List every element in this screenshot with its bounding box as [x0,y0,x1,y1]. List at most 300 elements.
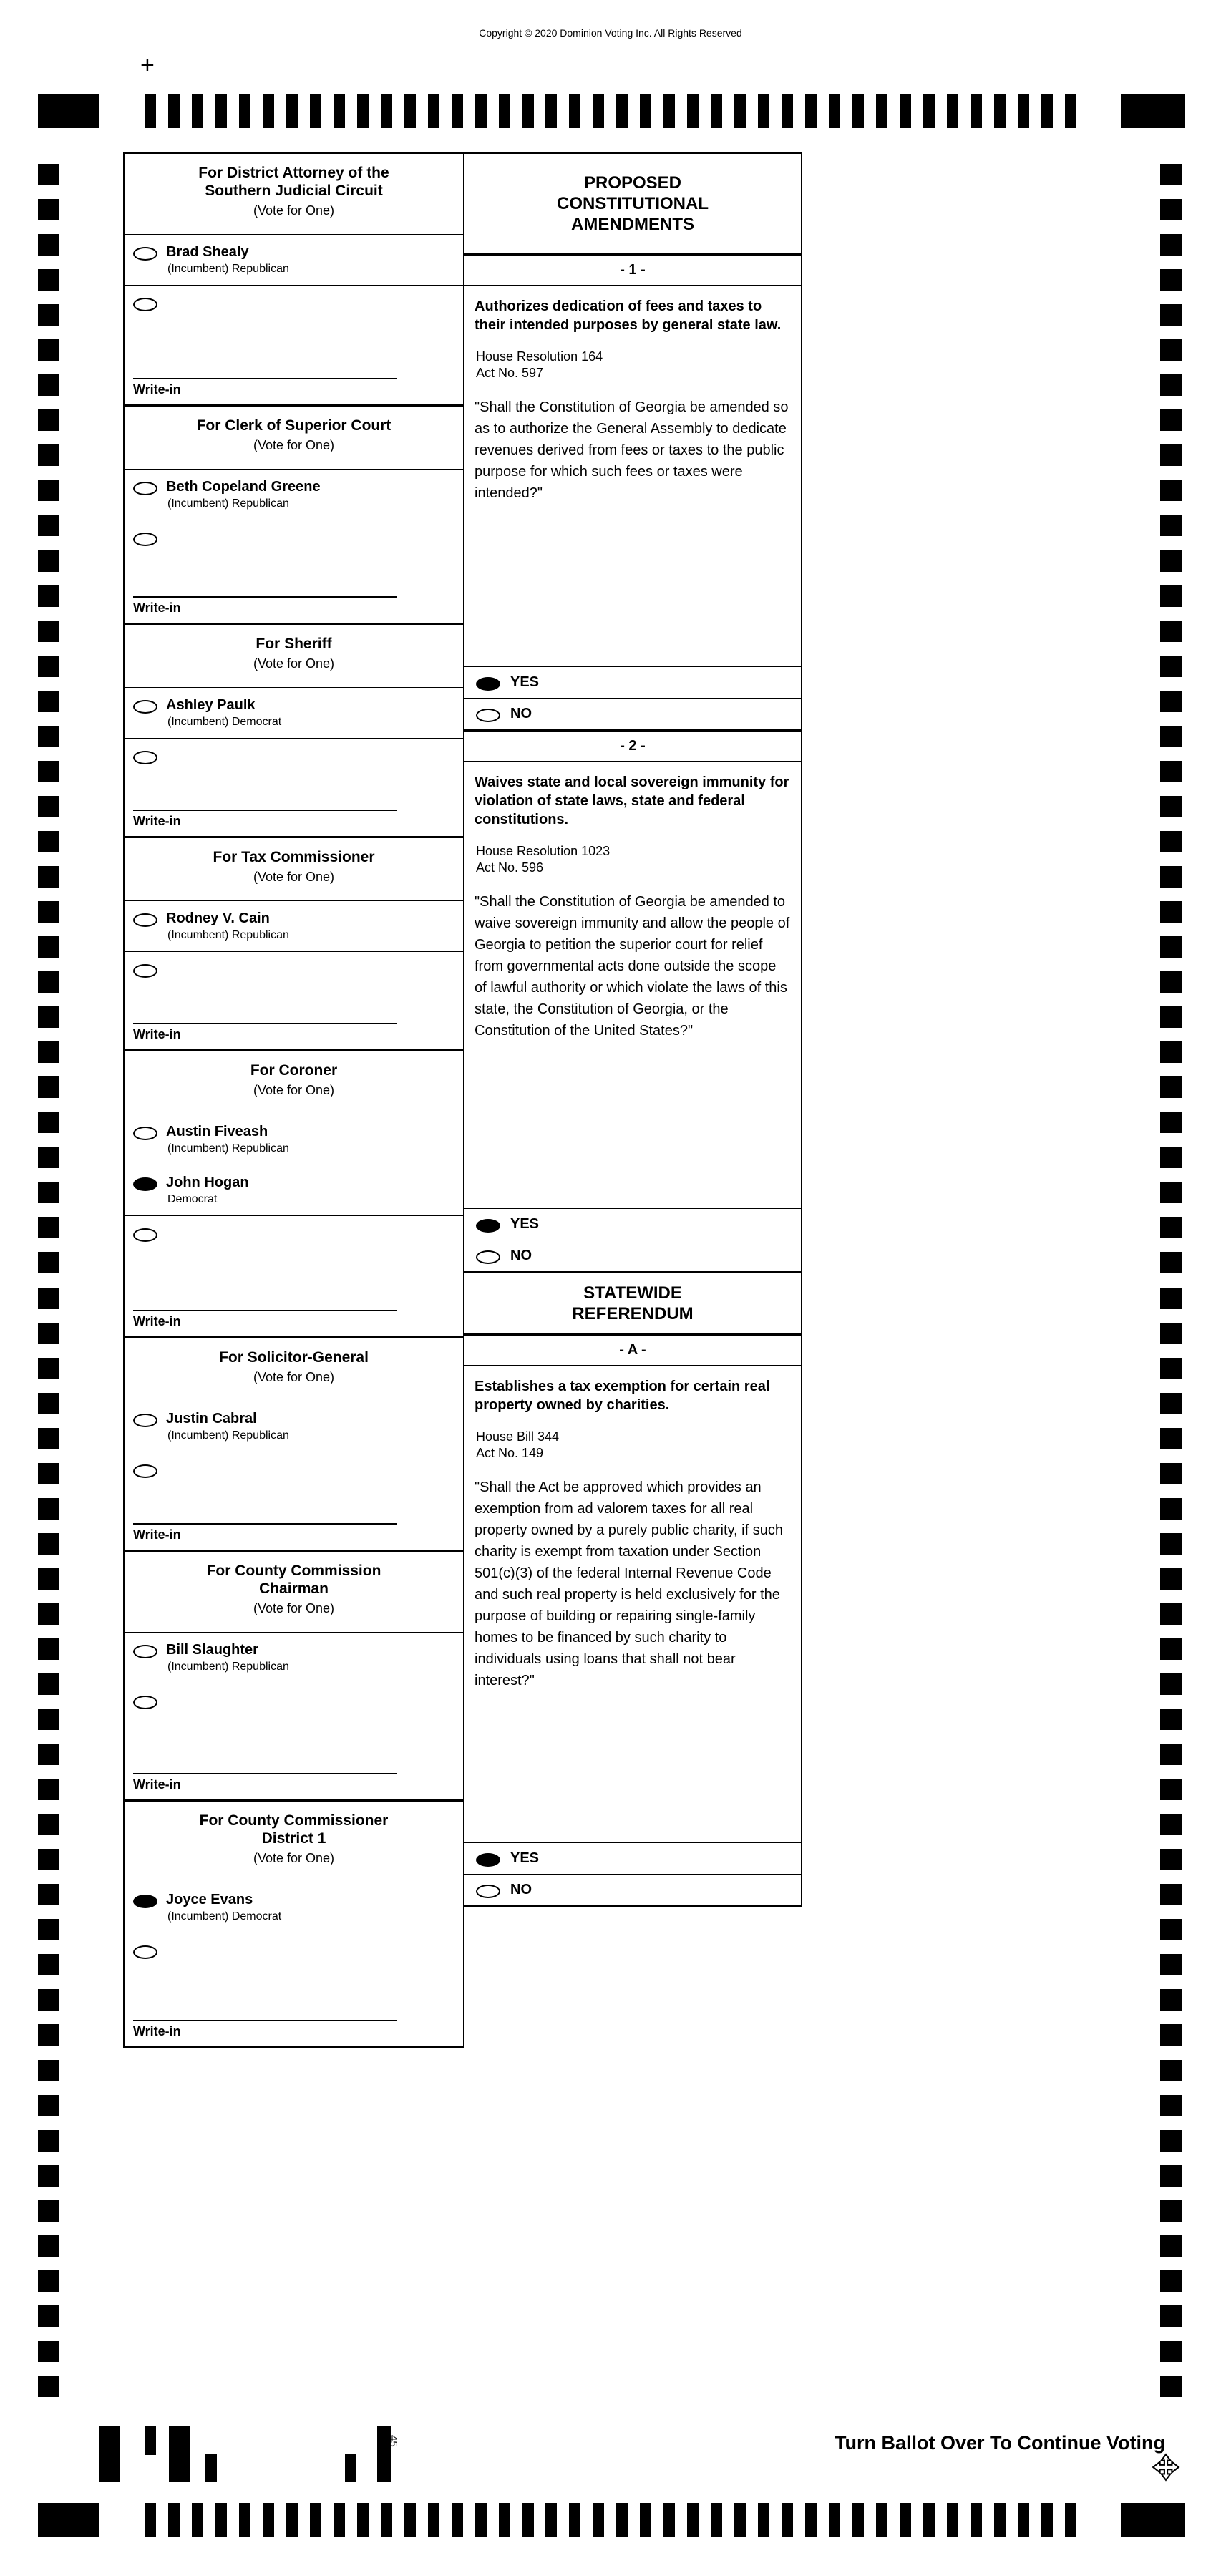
authority-line: Act No. 597 [476,366,544,381]
timing-mark [971,94,982,128]
vote-bubble[interactable] [133,1228,157,1242]
timing-mark [569,94,580,128]
header-line: AMENDMENTS [571,215,694,235]
yes-option [464,1842,801,1874]
timing-mark [569,2503,580,2537]
blank-option [125,1683,463,1720]
timing-mark [1160,304,1182,326]
vote-bubble[interactable] [133,247,157,261]
candidate-option [125,900,463,951]
timing-mark [239,2503,250,2537]
vote-bubble[interactable] [476,709,500,722]
writein-label: Write-in [133,382,181,397]
race-header [125,625,463,687]
measure-number: - 1 - [464,256,801,286]
timing-mark [1018,94,1029,128]
race-title: For County Commissioner [199,1812,389,1829]
timing-mark [1160,1954,1182,1975]
timing-mark [38,2376,59,2397]
timing-mark [1160,2235,1182,2257]
timing-mark [38,1533,59,1555]
candidate-name: Beth Copeland Greene [166,479,321,495]
timing-mark [829,2503,840,2537]
timing-marks-right [1160,164,1182,2397]
timing-mark [1018,2503,1029,2537]
measure-summary: Waives state and local sovereign immunity for violation of state laws, state and federal constitutions. [475,774,789,827]
candidate-option [125,687,463,738]
writein-area [125,805,463,836]
timing-mark [1160,1252,1182,1273]
timing-mark [38,164,59,185]
candidate-option [125,1401,463,1452]
timing-mark [1160,164,1182,185]
timing-mark [215,94,227,128]
timing-mark [1160,1568,1182,1590]
vote-block [464,1208,801,1271]
timing-mark [38,1428,59,1449]
vote-bubble[interactable] [133,913,157,927]
timing-mark [38,691,59,712]
timing-mark [215,2503,227,2537]
candidate-name: Justin Cabral [166,1411,257,1427]
timing-marks-top [38,94,1185,128]
timing-mark [1160,1603,1182,1625]
vote-bubble[interactable] [476,1250,500,1264]
timing-mark [168,2503,180,2537]
race-instruction: (Vote for One) [253,870,335,885]
timing-mark [38,656,59,677]
candidate-info [166,1175,249,1206]
writein-line[interactable] [133,596,397,598]
race-header [125,1552,463,1632]
timing-mark [38,1498,59,1520]
timing-mark [1160,374,1182,396]
timing-mark [1160,1112,1182,1133]
race-title: For District Attorney of the [198,165,389,181]
timing-block [38,94,99,128]
race-instruction: (Vote for One) [253,1083,335,1098]
timing-mark [734,94,746,128]
timing-mark [852,94,864,128]
vote-bubble[interactable] [476,1885,500,1898]
timing-mark [38,199,59,220]
race-tax-commissioner [125,838,463,1051]
timing-mark [38,726,59,747]
timing-mark [593,94,604,128]
ballot-barcode-bar [145,2426,156,2455]
timing-block [1121,94,1185,128]
turn-ballot-over-text: Turn Ballot Over To Continue Voting [835,2432,1165,2454]
vote-bubble[interactable] [133,1645,157,1658]
race-instruction: (Vote for One) [253,1851,335,1866]
amendments-header [464,154,801,256]
candidate-party: (Incumbent) Republican [167,1661,289,1673]
race-header [125,1338,463,1401]
timing-mark [522,2503,534,2537]
race-instruction: (Vote for One) [253,438,335,453]
race-title: For Coroner [250,1062,338,1079]
move-cross-icon [1151,2452,1181,2482]
timing-mark [38,1884,59,1905]
timing-mark [38,971,59,993]
vote-bubble[interactable] [133,1177,157,1191]
timing-mark [38,515,59,536]
timing-mark [38,1744,59,1765]
timing-mark [38,831,59,852]
candidate-party: Democrat [167,1193,218,1206]
timing-mark [640,2503,651,2537]
measure-amendment-1 [464,256,801,732]
timing-mark [38,1568,59,1590]
timing-mark [310,2503,321,2537]
timing-mark [38,2165,59,2187]
timing-mark [286,2503,298,2537]
writein-area [125,374,463,404]
yes-label: YES [510,1850,540,1866]
race-solicitor-general [125,1338,463,1552]
timing-mark [168,94,180,128]
yes-label: YES [510,674,540,690]
timing-mark [381,2503,392,2537]
timing-mark [38,2095,59,2116]
measure-question: "Shall the Act be approved which provides an exemption from ad valorem taxes for all real property owned by a purely public charity, if such charity is exempt from taxation under Section 501(c)(3) of the federal Internal Revenue Code and such real property is held exclusively for the purpose of building or repairing single-family homes to be financed by such charity to individuals using loans that shall not bear interest?" [475,1479,783,1688]
timing-mark [38,1076,59,1098]
vote-bubble[interactable] [133,1895,157,1908]
timing-mark [900,2503,911,2537]
blank-option [125,1215,463,1253]
timing-mark [1160,2024,1182,2046]
candidate-name: Brad Shealy [166,244,249,261]
writein-label: Write-in [133,2024,181,2038]
race-sheriff [125,625,463,838]
ballot-barcode-bar [205,2454,217,2482]
race-coroner [125,1051,463,1338]
timing-mark [1160,621,1182,642]
writein-area [125,1019,463,1049]
timing-mark [38,1182,59,1203]
timing-mark [1160,1673,1182,1695]
authority-line: Act No. 149 [476,1446,544,1461]
timing-mark [310,94,321,128]
vote-bubble[interactable] [133,298,157,311]
blank-option [125,520,463,557]
timing-mark [452,2503,463,2537]
no-option [464,1874,801,1905]
timing-mark [1160,199,1182,220]
blank-option [125,951,463,988]
measure-summary: Establishes a tax exemption for certain real property owned by charities. [475,1379,770,1413]
blank-option [125,285,463,322]
race-instruction: (Vote for One) [253,203,335,218]
timing-mark [900,94,911,128]
timing-mark [38,1638,59,1660]
vote-bubble[interactable] [133,533,157,546]
timing-mark [428,94,439,128]
timing-mark [38,444,59,466]
writein-area [125,1769,463,1799]
candidate-party: (Incumbent) Republican [167,1429,289,1442]
candidate-name: Bill Slaughter [166,1642,258,1658]
timing-mark [38,1673,59,1695]
timing-mark [687,94,699,128]
writein-label: Write-in [133,1314,181,1328]
writein-line[interactable] [133,810,397,811]
race-title: For Clerk of Superior Court [196,417,391,434]
timing-mark [1160,444,1182,466]
writein-label: Write-in [133,601,181,615]
timing-mark [1160,2200,1182,2222]
timing-mark [1160,1217,1182,1238]
candidate-option [125,1114,463,1165]
timing-mark [1160,761,1182,782]
timing-mark [758,94,769,128]
yes-label: YES [510,1216,540,1232]
vote-bubble[interactable] [133,1414,157,1427]
writein-area [125,2016,463,2046]
candidate-party: (Incumbent) Republican [167,929,289,942]
candidate-name: Joyce Evans [166,1892,253,1908]
vote-block [464,1842,801,1905]
timing-mark [1160,1498,1182,1520]
timing-mark [829,94,840,128]
measure-authority [476,349,789,382]
no-label: NO [510,1248,532,1263]
vote-bubble[interactable] [476,1853,500,1867]
race-title-line2: Southern Judicial Circuit [205,183,383,200]
timing-mark [1160,2130,1182,2152]
measure-number: - 2 - [464,732,801,762]
race-header [125,1802,463,1882]
timing-mark [499,2503,510,2537]
timing-mark [545,94,557,128]
writein-area [125,592,463,623]
timing-mark [1160,1919,1182,1940]
timing-mark [38,1112,59,1133]
timing-mark [994,2503,1006,2537]
timing-mark [38,1393,59,1414]
timing-mark [1160,2305,1182,2327]
timing-mark [947,94,958,128]
timing-mark [38,1323,59,1344]
timing-mark [38,2060,59,2081]
timing-mark [145,94,156,128]
measures-column [463,152,802,1907]
timing-mark [38,901,59,923]
timing-mark [263,2503,274,2537]
timing-mark [522,94,534,128]
timing-mark [805,2503,817,2537]
timing-mark [1160,1989,1182,2011]
registration-mark: + [140,52,155,79]
timing-mark [38,480,59,501]
writein-line[interactable] [133,1023,397,1024]
writein-label: Write-in [133,1027,181,1041]
timing-mark [38,2341,59,2362]
blank-option [125,1933,463,1970]
race-header [125,407,463,469]
timing-mark [711,2503,722,2537]
timing-mark [38,936,59,958]
timing-mark [1160,2376,1182,2397]
candidate-info [166,479,321,510]
ballot-barcode-bar [345,2454,356,2482]
timing-mark [1160,2060,1182,2081]
vote-bubble[interactable] [133,1945,157,1959]
race-county-commissioner-district-1 [125,1802,463,2046]
timing-mark [1160,1288,1182,1309]
vote-bubble[interactable] [133,700,157,714]
timing-mark [1160,1744,1182,1765]
candidate-option [125,234,463,285]
timing-mark [1160,2095,1182,2116]
timing-mark [923,94,935,128]
timing-mark [1065,2503,1076,2537]
timing-mark [1160,656,1182,677]
ballot-barcode-bar [99,2426,120,2482]
timing-mark [38,2130,59,2152]
no-label: NO [510,706,532,721]
timing-mark [616,94,628,128]
timing-mark [1160,585,1182,607]
timing-mark [38,796,59,817]
candidate-info [166,910,289,942]
candidate-name: Austin Fiveash [166,1124,268,1140]
candidate-party: (Incumbent) Republican [167,263,289,276]
timing-mark [994,94,1006,128]
race-clerk-superior-court [125,407,463,625]
candidate-info [166,1124,289,1155]
timing-mark [38,1252,59,1273]
timing-mark [1160,1638,1182,1660]
no-option [464,698,801,729]
measure-number: - A - [464,1336,801,1366]
candidate-option [125,1632,463,1683]
writein-line[interactable] [133,1310,397,1311]
timing-mark [758,2503,769,2537]
authority-line: Act No. 596 [476,860,544,875]
vote-bubble[interactable] [133,1696,157,1709]
timing-mark [734,2503,746,2537]
timing-mark [1160,269,1182,291]
measure-amendment-2 [464,732,801,1273]
writein-line[interactable] [133,378,397,379]
timing-mark [1160,1428,1182,1449]
timing-mark [38,1463,59,1484]
timing-mark [1160,339,1182,361]
authority-line: House Bill 344 [476,1429,560,1444]
timing-mark [38,1217,59,1238]
writein-line[interactable] [133,1523,397,1525]
timing-mark [475,2503,487,2537]
header-line: STATEWIDE [583,1283,682,1303]
race-title: For Solicitor-General [219,1349,369,1366]
contests-column [123,152,464,2048]
timing-mark [1041,2503,1053,2537]
race-header [125,154,463,234]
timing-mark [1160,971,1182,993]
timing-mark [1160,2341,1182,2362]
vote-bubble[interactable] [476,677,500,691]
timing-mark [334,2503,345,2537]
yes-option [464,666,801,698]
timing-mark [1160,1779,1182,1800]
vote-bubble[interactable] [133,1464,157,1478]
timing-mark [38,621,59,642]
candidate-party: (Incumbent) Democrat [167,1910,282,1923]
timing-mark [38,234,59,256]
timing-mark [38,1358,59,1379]
timing-mark [192,2503,203,2537]
writein-label: Write-in [133,814,181,828]
timing-mark [38,409,59,431]
race-header [125,1051,463,1114]
timing-mark [38,2270,59,2292]
vote-bubble[interactable] [133,1127,157,1140]
authority-line: House Resolution 1023 [476,844,610,858]
timing-mark [947,2503,958,2537]
timing-mark [1160,691,1182,712]
candidate-info [166,244,289,276]
timing-mark [782,94,793,128]
timing-mark [1160,1884,1182,1905]
timing-mark [38,2200,59,2222]
timing-mark [475,94,487,128]
header-line: REFERENDUM [572,1304,694,1323]
vote-bubble[interactable] [476,1219,500,1233]
timing-mark [1160,234,1182,256]
no-label: NO [510,1882,532,1897]
timing-mark [805,94,817,128]
timing-mark [38,1954,59,1975]
writein-line[interactable] [133,1773,397,1774]
timing-bars [145,94,1076,128]
timing-mark [452,94,463,128]
yes-option [464,1208,801,1240]
timing-mark [38,1814,59,1835]
timing-mark [545,2503,557,2537]
candidate-info [166,1892,281,1923]
timing-mark [1160,936,1182,958]
vote-bubble[interactable] [133,751,157,764]
timing-mark [1160,726,1182,747]
timing-mark [1160,2165,1182,2187]
candidate-name: Rodney V. Cain [166,910,270,927]
writein-label: Write-in [133,1777,181,1792]
timing-mark [239,94,250,128]
candidate-option [125,469,463,520]
timing-mark [1160,866,1182,888]
race-county-commission-chairman [125,1552,463,1802]
timing-mark [1160,1393,1182,1414]
timing-mark [876,2503,887,2537]
candidate-info [166,697,281,729]
sheet-number: 45 [387,2435,399,2447]
writein-line[interactable] [133,2020,397,2021]
referendum-header [464,1273,801,1336]
timing-mark [38,761,59,782]
timing-mark [38,1006,59,1028]
vote-bubble[interactable] [133,482,157,495]
timing-mark [1160,831,1182,852]
race-title: For County Commission [206,1562,381,1579]
timing-mark [593,2503,604,2537]
vote-bubble[interactable] [133,964,157,978]
timing-mark [1160,901,1182,923]
race-header [125,838,463,900]
timing-mark [782,2503,793,2537]
timing-block [1121,2503,1185,2537]
race-instruction: (Vote for One) [253,1370,335,1385]
